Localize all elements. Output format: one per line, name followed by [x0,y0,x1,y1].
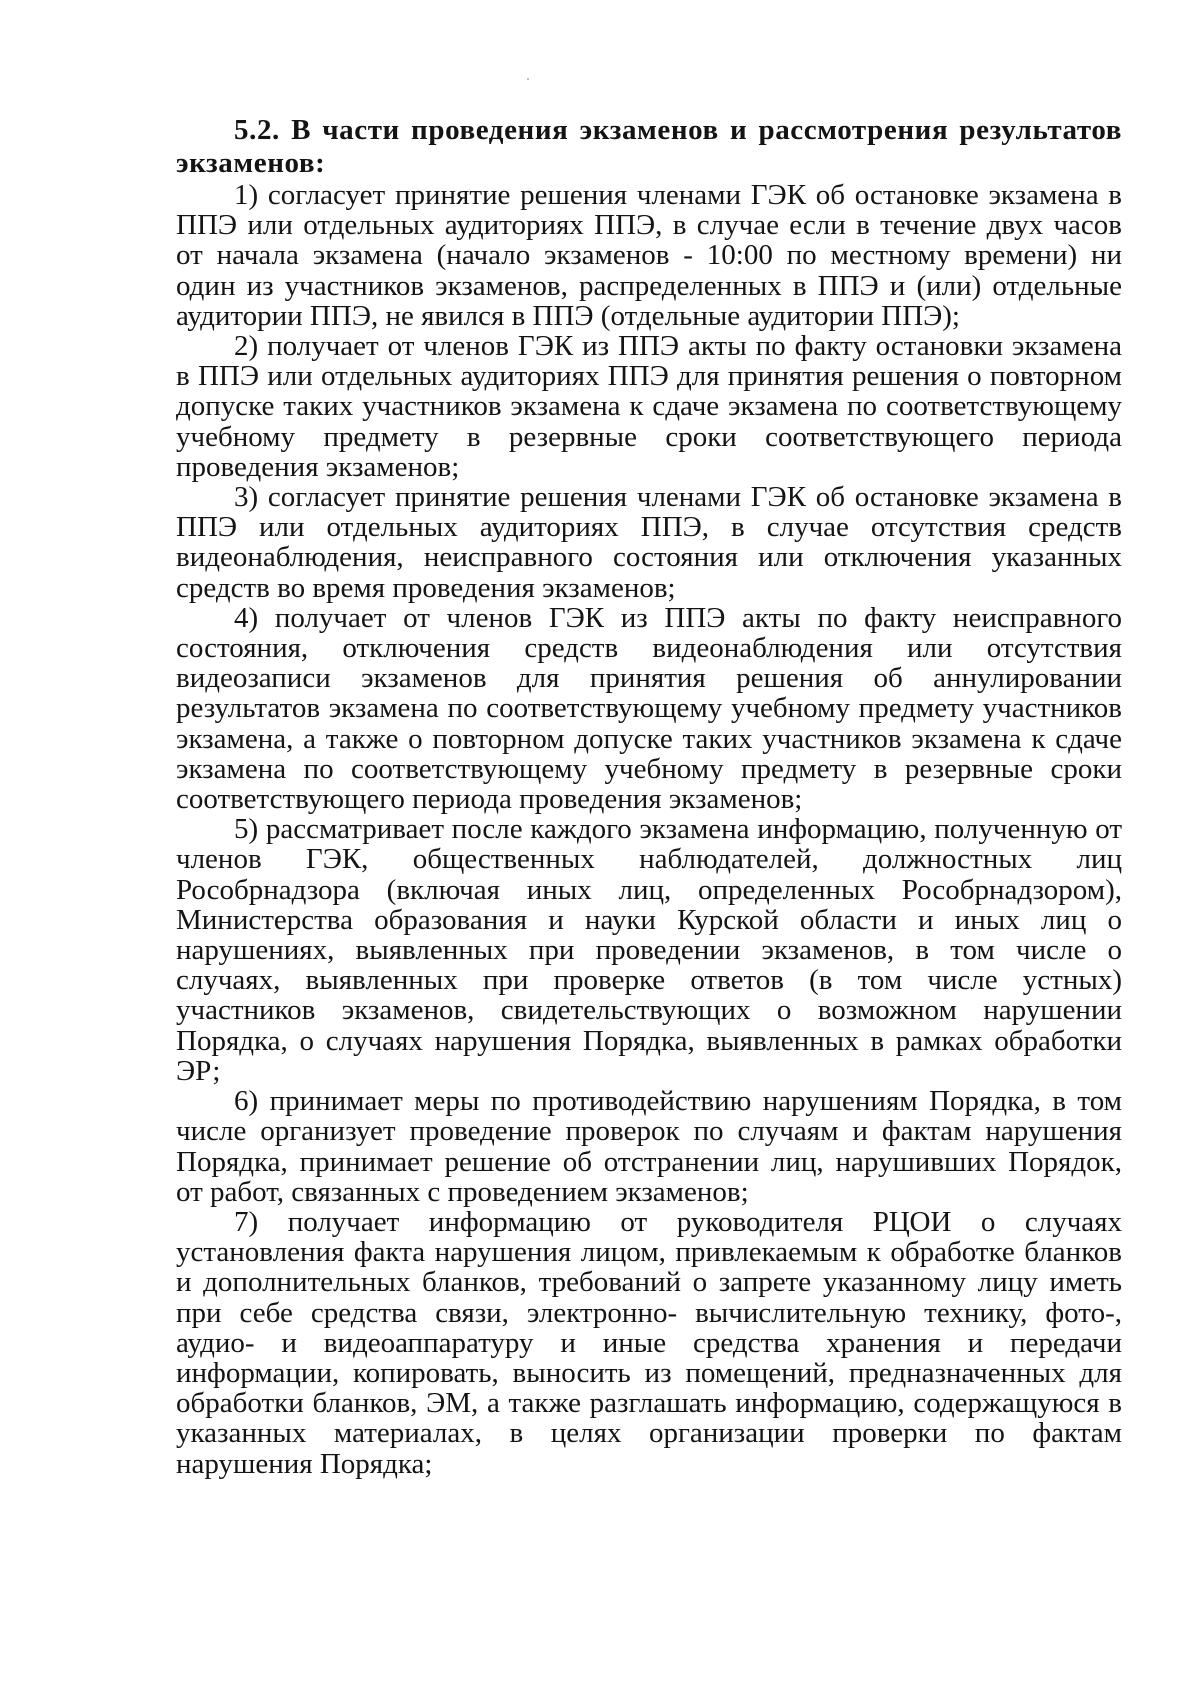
item-number: 5) [234,813,259,846]
item-number: 4) [234,601,259,634]
list-item [176,603,1122,814]
item-text: рассматривает после каждого экзамена информацию, полученную от членов ГЭК, общественных наблюдателей, должностных лиц Рособрнадзора (включая иных лиц, определенных Рособрнадзором), Министерства образования и науки Курской области и иных лиц о нарушениях, выявленных при проведении экзаменов, в том числе о случаях, выявленных при проверке ответов (в том числе устных) участников экзаменов, свидетельствующих о возможном нарушении Порядка, о случаях нарушения Порядка, выявленных в рамках обработки ЭР; [176,813,1122,1087]
item-text: согласует принятие решения членами ГЭК об остановке экзамена в ППЭ или отдельных аудиториях ППЭ, в случае если в течение двух часов от начала экзамена (начало экзаменов - 10:00 по местному времени) ни один из участников экзаменов, распределенных в ППЭ и (или) отдельные аудитории ППЭ, не явился в ППЭ (отдельные аудитории ППЭ); [176,179,1122,332]
list-item [176,1207,1122,1479]
list-item [176,331,1122,482]
section-5-2 [176,114,1122,1479]
item-text: получает от членов ГЭК из ППЭ акты по факту неисправного состояния, отключения средств видеонаблюдения или отсутствия видеозаписи экзаменов для принятия решения об аннулировании результатов экзамена по соответствующему учебному предмету участников экзамена, а также о повторном допуске таких участников экзамена к сдаче экзамена по соответствующему учебному предмету в резервные сроки соответствующего периода проведения экзаменов; [176,601,1122,816]
item-list [176,180,1122,1479]
item-text: согласует принятие решения членами ГЭК об остановке экзамена в ППЭ или отдельных аудиториях ППЭ, в случае отсутствия средств видеонаблюдения, неисправного состояния или отключения указанных средств во время проведения экзаменов; [176,481,1122,604]
item-text: получает информацию от руководителя РЦОИ о случаях установления факта нарушения лицом, привлекаемым к обработке бланков и дополнительных бланков, требований о запрете указанному лицу иметь при себе средства связи, электронно- вычислительную технику, фото-, аудио- и видеоаппаратуру и иные средства хранения и передачи информации, копировать, выносить из помещений, предназначенных для обработки бланков, ЭМ, а также разглашать информацию, содержащуюся в указанных материалах, в целях организации проверки по фактам нарушения Порядка; [176,1205,1122,1480]
item-text: принимает меры по противодействию нарушениям Порядка, в том числе организует проведение проверок по случаям и фактам нарушения Порядка, принимает решение об отстранении лиц, нарушивших Порядок, от работ, связанных с проведением экзаменов; [176,1085,1122,1208]
list-item [176,482,1122,603]
section-heading: 5.2. В части проведения экзаменов и рассмотрения результатов экзаменов: [176,114,1122,179]
item-number: 3) [234,481,259,514]
item-number: 2) [234,330,259,363]
item-number: 1) [234,179,259,211]
item-text: получает от членов ГЭК из ППЭ акты по факту остановки экзамена в ППЭ или отдельных аудиториях ППЭ для принятия решения о повторном допуске таких участников экзамена к сдаче экзамена по соответствующему учебному предмету в резервные сроки соответствующего периода проведения экзаменов; [176,330,1122,483]
list-item [176,1086,1122,1207]
list-item [176,180,1122,331]
item-number: 6) [234,1085,259,1118]
scan-speck [527,78,529,80]
list-item [176,814,1122,1086]
item-number: 7) [234,1205,259,1238]
